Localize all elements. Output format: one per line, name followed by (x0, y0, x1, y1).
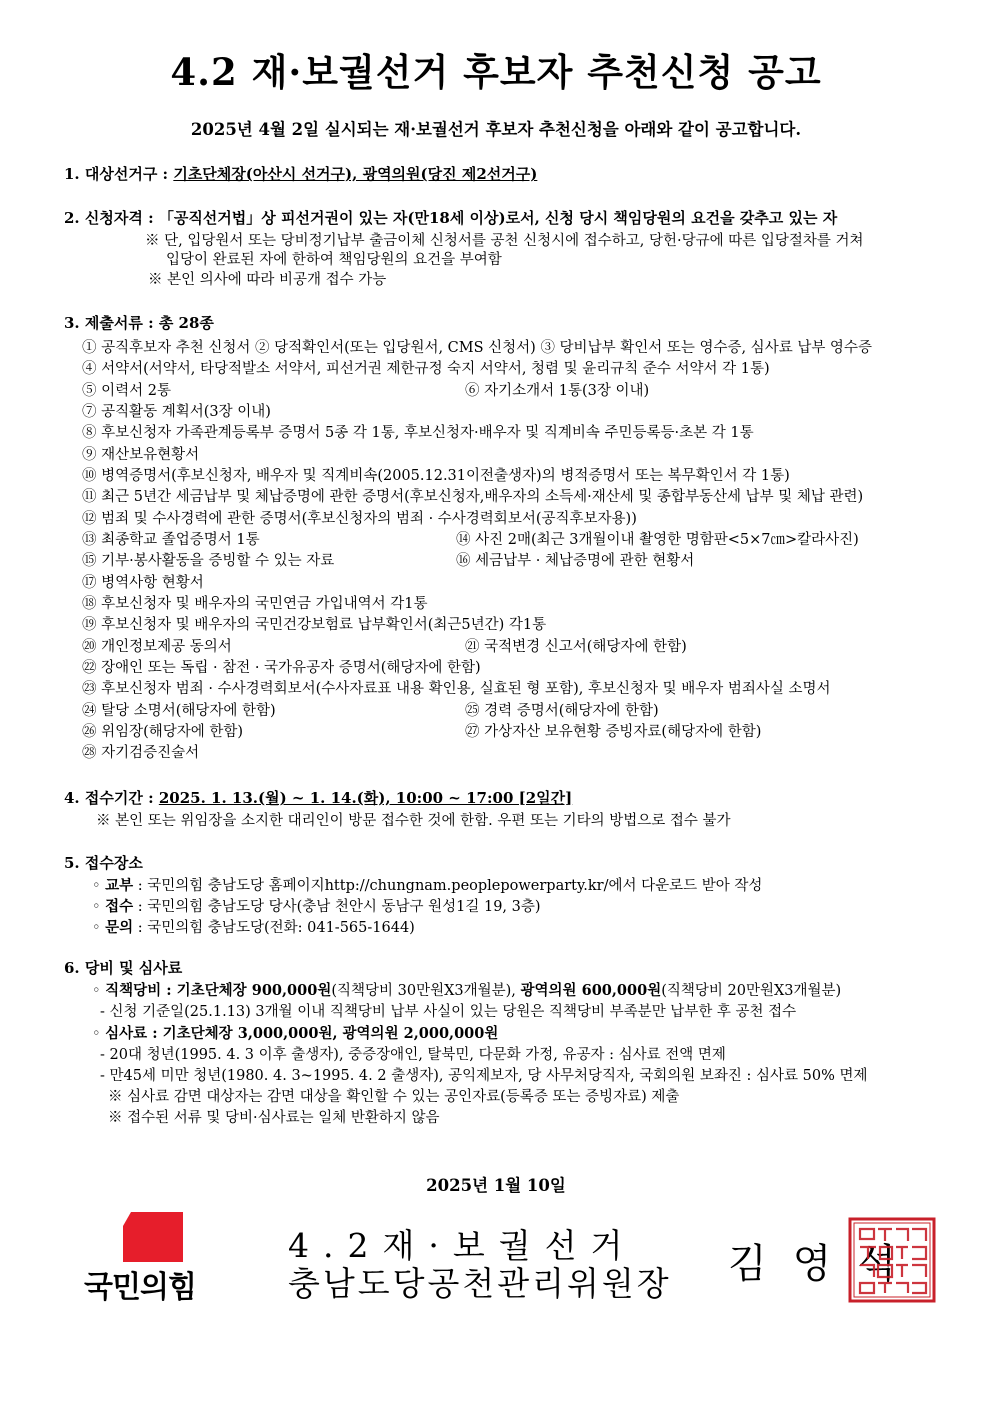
doc-item: ⑤ 이력서 2통 (82, 383, 171, 399)
dues-mid: (직책당비 30만원X3개월분), (331, 983, 521, 999)
section-2-note-1b: 입당이 완료된 자에 한하여 책임당원의 요건을 부여함 (166, 252, 502, 268)
doc-item: ㉘ 자기검증진술서 (82, 745, 200, 761)
doc-item: ⑮ 기부·봉사활동을 증빙할 수 있는 자료 (82, 553, 335, 569)
doc-item: ㉗ 가상자산 보유현황 증빙자료(해당자에 한함) (465, 724, 762, 740)
section-1-value: 기초단체장(아산시 선거구), 광역의원(당진 제2선거구) (173, 165, 538, 183)
section-5-line-1: ◦ 교부 : 국민의힘 충남도당 홈페이지http://chungnam.peoplepowerparty.kr/에서 다운로드 받아 작성 (92, 877, 763, 894)
dues-tail: (직책당비 20만원X3개월분) (661, 983, 842, 999)
section-4 (64, 787, 572, 808)
fee-note-3: ※ 심사료 감면 대상자는 감면 대상을 확인할 수 있는 공인자료(등록증 또는 증빙자료) 제출 (108, 1089, 680, 1105)
fee-note-2: - 만45세 미만 청년(1980. 4. 3~1995. 4. 2 출생자), 공익제보자, 당 사무처당직자, 국회의원 보좌진 : 심사료 50% 면제 (100, 1068, 868, 1084)
dues-line: ◦ 직책당비 : 기초단체장 900,000원(직책당비 30만원X3개월분), 광역의원 600,000원(직책당비 20만원X3개월분) (92, 982, 842, 999)
fee-line: ◦ 심사료 : 기초단체장 3,000,000원, 광역의원 2,000,000원 (92, 1025, 499, 1042)
section-2-note-1a: ※ 단, 입당원서 또는 당비정기납부 출금이체 신청서를 공천 신청시에 접수하고, 당헌·당규에 따른 입당절차를 거쳐 (145, 233, 864, 249)
reception-value: : 국민의힘 충남도당 당사(충남 천안시 동남구 원성1길 19, 3층) (133, 899, 541, 915)
fee-key: 심사료 : 기초단체장 3,000,000원, 광역의원 2,000,000원 (105, 1025, 499, 1042)
doc-item: ㉔ 탈당 소명서(해당자에 한함) (82, 703, 276, 719)
doc-item: ⑲ 후보신청자 및 배우자의 국민건강보험료 납부확인서(최근5년간) 각1통 (82, 617, 547, 633)
doc-item: ⑩ 병역증명서(후보신청자, 배우자 및 직계비속(2005.12.31이전출생자)의 병적증명서 또는 복무확인서 각 1통) (82, 468, 790, 484)
signer-line-1: 4.2재·보궐선거 (288, 1226, 637, 1265)
dues-key-2: 광역의원 600,000원 (520, 982, 662, 999)
doc-item: ㉕ 경력 증명서(해당자에 한함) (465, 703, 659, 719)
doc-item: ⑭ 사진 2매(최근 3개월이내 촬영한 명함판<5×7㎝>칼라사진) (456, 532, 859, 548)
section-5-line-2: ◦ 접수 : 국민의힘 충남도당 당사(충남 천안시 동남구 원성1길 19, 3층) (92, 898, 541, 915)
fee-note-1: - 20대 청년(1995. 4. 3 이후 출생자), 중증장애인, 탈북민, 다문화 가정, 유공자 : 심사료 전액 면제 (100, 1047, 726, 1063)
section-4-value: 2025. 1. 13.(월) ~ 1. 14.(화), 10:00 ~ 17:00 [2일간] (158, 789, 573, 807)
section-1 (64, 163, 537, 184)
section-4-note: ※ 본인 또는 위임장을 소지한 대리인이 방문 접수한 것에 한함. 우편 또는 기타의 방법으로 접수 불가 (96, 813, 731, 829)
doc-item: ⑧ 후보신청자 가족관계등록부 증명서 5종 각 1통, 후보신청자·배우자 및 직계비속 주민등록등·초본 각 1통 (82, 425, 754, 441)
official-seal-icon (848, 1217, 936, 1303)
notice-date: 2025년 1월 10일 (426, 1176, 566, 1195)
doc-item: ⑯ 세금납부 · 체납증명에 관한 현황서 (456, 553, 695, 569)
section-5-label: 5. 접수장소 (64, 854, 143, 872)
party-logo-text: 국민의힘 (84, 1270, 196, 1305)
section-2 (64, 207, 837, 228)
doc-item: ④ 서약서(서약서, 타당적발소 서약서, 피선거권 제한규정 숙지 서약서, 청렴 및 윤리규칙 준수 서약서 각 1통) (82, 361, 770, 377)
doc-item: ㉑ 국적변경 신고서(해당자에 한함) (465, 639, 687, 655)
doc-item: ⑫ 범죄 및 수사경력에 관한 증명서(후보신청자의 범죄 · 수사경력회보서(공직후보자용)) (82, 511, 637, 527)
section-2-value: 「공직선거법」상 피선거권이 있는 자(만18세 이상)로서, 신청 당시 책임당원의 요건을 갖추고 있는 자 (158, 209, 838, 227)
distribution-value: : 국민의힘 충남도당 홈페이지http://chungnam.peoplepowerparty.kr/에서 다운로드 받아 작성 (133, 878, 763, 894)
subtitle: 2025년 4월 2일 실시되는 재·보궐선거 후보자 추천신청을 아래와 같이 공고합니다. (190, 120, 802, 139)
page-title: 4.2 재·보궐선거 후보자 추천신청 공고 (170, 50, 822, 94)
section-2-label: 2. 신청자격 : (64, 209, 159, 227)
dues-note: - 신청 기준일(25.1.13) 3개월 이내 직책당비 납부 사실이 있는 당원은 직책당비 부족분만 납부한 후 공천 접수 (100, 1004, 797, 1020)
section-5-line-3: ◦ 문의 : 국민의힘 충남도당(전화: 041-565-1644) (92, 919, 415, 936)
doc-item: ⑥ 자기소개서 1통(3장 이내) (465, 383, 650, 399)
doc-item: ⑳ 개인정보제공 동의서 (82, 639, 232, 655)
doc-item: ㉖ 위임장(해당자에 한함) (82, 724, 244, 740)
doc-item: ⑦ 공직활동 계획서(3장 이내) (82, 404, 271, 420)
reception-key: 접수 (105, 898, 134, 915)
doc-item: ⑬ 최종학교 졸업증명서 1통 (82, 532, 260, 548)
doc-item: ㉒ 장애인 또는 독립 · 참전 · 국가유공자 증명서(해당자에 한함) (82, 660, 481, 676)
inquiry-key: 문의 (105, 919, 134, 936)
inquiry-value: : 국민의힘 충남도당(전화: 041-565-1644) (133, 920, 415, 936)
doc-item: ⑱ 후보신청자 및 배우자의 국민연금 가입내역서 각1통 (82, 596, 428, 612)
distribution-key: 교부 (105, 877, 134, 894)
section-4-label: 4. 접수기간 : (64, 789, 159, 807)
dues-key: 직책당비 : 기초단체장 900,000원 (105, 982, 332, 999)
section-1-label: 1. 대상선거구 : (64, 165, 174, 183)
fee-note-4: ※ 접수된 서류 및 당비·심사료는 일체 반환하지 않음 (108, 1110, 440, 1126)
party-logo-icon (123, 1212, 183, 1262)
signer-line-2: 충남도당공천관리위원장 (288, 1264, 672, 1303)
section-2-note-2: ※ 본인 의사에 따라 비공개 접수 가능 (148, 272, 387, 288)
doc-item: ⑪ 최근 5년간 세금납부 및 체납증명에 관한 증명서(후보신청자,배우자의 소득세·재산세 및 종합부동산세 납부 및 체납 관련) (82, 489, 864, 505)
signer-name: 김영석 (728, 1241, 922, 1287)
doc-item: ⑰ 병역사항 현황서 (82, 575, 204, 591)
section-3-label: 3. 제출서류 : 총 28종 (64, 314, 214, 332)
section-6-label: 6. 당비 및 심사료 (64, 959, 183, 977)
doc-item: ㉓ 후보신청자 범죄 · 수사경력회보서(수사자료표 내용 확인용, 실효된 형 포함), 후보신청자 및 배우자 범죄사실 소명서 (82, 681, 831, 697)
doc-item: ⑨ 재산보유현황서 (82, 447, 200, 463)
doc-item: ① 공직후보자 추천 신청서 ② 당적확인서(또는 입당원서, CMS 신청서) ③ 당비납부 확인서 또는 영수증, 심사료 납부 영수증 (82, 340, 872, 356)
